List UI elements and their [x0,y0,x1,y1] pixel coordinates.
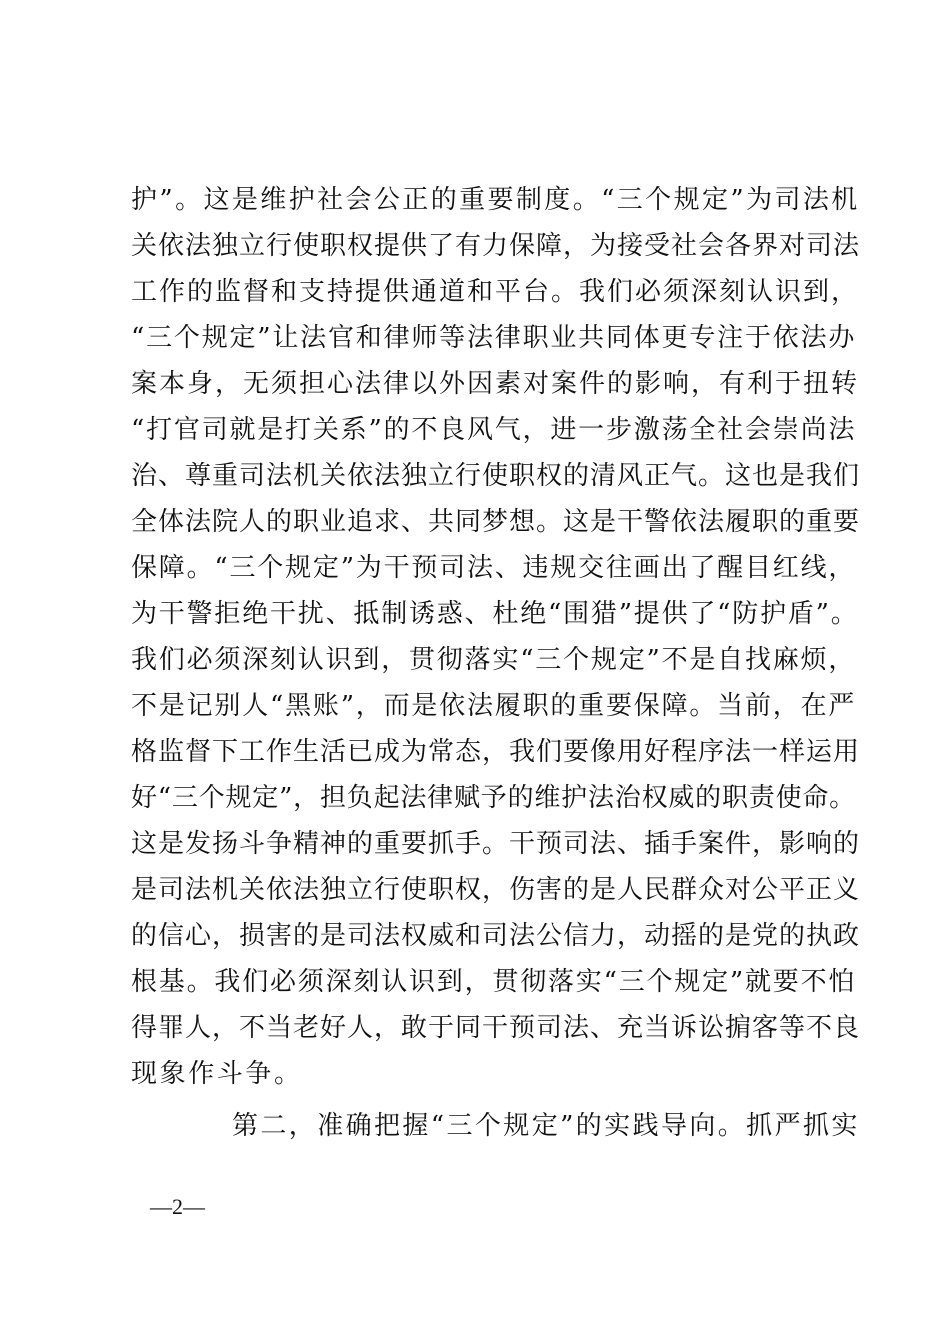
text-line-8: 全体法院人的职业追求、共同梦想。这是干警依法履职的重要 [131,507,861,537]
text-line-6: “打官司就是打关系”的不良风气，进一步激荡全社会崇尚法 [131,415,857,445]
text-line-2: 关依法独立行使职权提供了有力保障，为接受社会各界对司法 [131,231,861,261]
text-line-18: 根基。我们必须深刻认识到，贯彻落实“三个规定”就要不怕 [131,967,857,997]
text-line-17: 的信心，损害的是司法权威和司法公信力，动摇的是党的执政 [131,921,861,951]
text-line-10: 为干警拒绝干扰、抵制诱惑、杜绝“围猎”提供了“防护盾”。 [131,599,859,629]
text-line-7: 治、尊重司法机关依法独立行使职权的清风正气。这也是我们 [131,461,861,491]
text-line-15: 这是发扬斗争精神的重要抓手。干预司法、插手案件，影响的 [131,829,861,859]
text-line-16: 是司法机关依法独立行使职权，伤害的是人民群众对公平正义 [131,875,861,905]
text-line-4: “三个规定”让法官和律师等法律职业共同体更专注于依法办 [131,323,857,353]
text-line-1: 护”。这是维护社会公正的重要制度。“三个规定”为司法机 [131,185,860,215]
text-line-12: 不是记别人“黑账”，而是依法履职的重要保障。当前，在严 [131,691,857,721]
text-line-5: 案本身，无须担心法律以外因素对案件的影响，有利于扭转 [131,369,860,399]
text-line-3: 工作的监督和支持提供通道和平台。我们必须深刻认识到， [131,277,860,307]
paragraph-start-line: 第二，准确把握“三个规定”的实践导向。抓严抓实 [232,1111,860,1141]
text-line-9: 保障。“三个规定”为干预司法、违规交往画出了醒目红线， [131,553,857,583]
text-line-20: 现象作斗争。 [131,1059,303,1089]
page-number: —2— [150,1194,205,1219]
text-line-13: 格监督下工作生活已成为常态，我们要像用好程序法一样运用 [131,737,861,767]
text-line-19: 得罪人，不当老好人，敢于同干预司法、充当诉讼掮客等不良 [131,1013,861,1043]
text-line-14: 好“三个规定”，担负起法律赋予的维护法治权威的职责使命。 [131,783,856,813]
text-line-11: 我们必须深刻认识到，贯彻落实“三个规定”不是自找麻烦， [131,645,857,675]
